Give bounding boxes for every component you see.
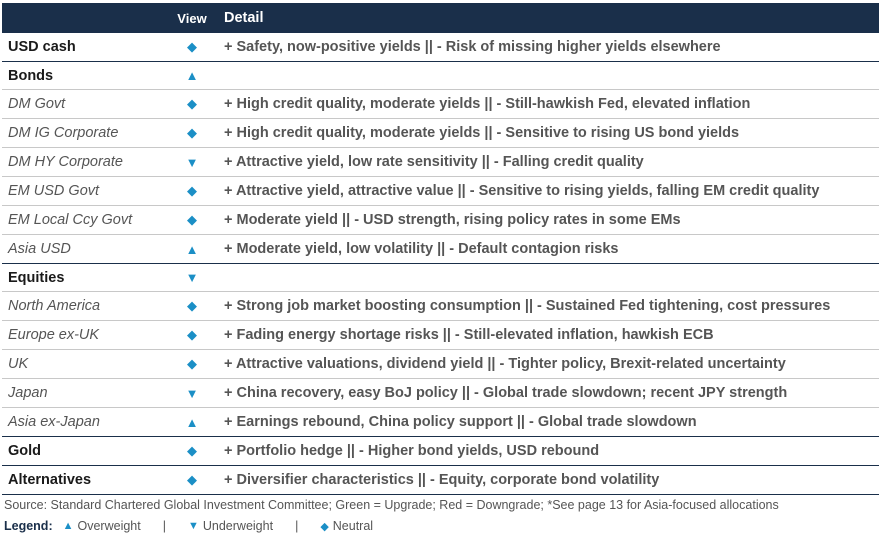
table-row [2,408,879,437]
row-name: Gold [8,443,42,459]
overweight-icon: ▲ [62,520,74,532]
table-row [2,235,879,264]
row-detail: + Diversifier characteristics || - Equity, corporate bond volatility [224,472,660,488]
neutral-icon: ◆ [320,520,329,533]
row-name: Europe ex-UK [8,327,100,343]
row-name: UK [8,356,29,372]
row-name: Equities [8,269,65,286]
underweight-icon: ▼ [185,154,199,170]
neutral-icon: ◆ [187,298,197,313]
neutral-icon: ◆ [187,39,197,54]
neutral-icon: ◆ [187,443,197,458]
table-row [2,33,879,62]
table-row [2,177,879,206]
table-row [2,148,879,177]
row-name: EM USD Govt [8,183,100,199]
legend-label: Legend: [4,519,53,533]
source-note: Source: Standard Chartered Global Investment Committee; Green = Upgrade; Red = Downgrade; *See page 13 for Asia-focused allocations [4,498,779,512]
row-name: DM Govt [8,96,66,112]
neutral-icon: ◆ [187,96,197,111]
overweight-icon: ▲ [185,414,199,430]
header-view: View [177,10,207,26]
neutral-icon: ◆ [187,183,197,198]
row-name: Bonds [8,67,54,84]
row-detail: + Attractive yield, low rate sensitivity || - Falling credit quality [224,154,644,170]
table-row [2,350,879,379]
table-row [2,379,879,408]
table-row [2,90,879,119]
legend [4,519,373,533]
table-row [2,264,879,292]
row-detail: + Portfolio hedge || - Higher bond yields, USD rebound [224,443,600,459]
legend-overweight: Overweight [77,519,141,533]
legend-underweight: Underweight [202,519,274,533]
table-row [2,62,879,90]
row-detail: + Moderate yield, low volatility || - Default contagion risks [224,241,619,257]
row-name: Alternatives [8,472,92,488]
underweight-icon: ▼ [187,520,199,532]
row-detail: + Attractive yield, attractive value || - Sensitive to rising yields, falling EM credit quality [224,183,820,199]
neutral-icon: ◆ [187,356,197,371]
table-row [2,437,879,466]
allocation-table [2,3,879,495]
neutral-icon: ◆ [187,472,197,487]
row-detail: + Strong job market boosting consumption || - Sustained Fed tightening, cost pressures [224,298,831,314]
row-name: North America [8,298,101,314]
row-name: Asia ex-Japan [8,414,100,430]
underweight-icon: ▼ [185,270,199,285]
row-name: USD cash [8,39,76,55]
row-name: Asia USD [8,241,71,257]
legend-separator: | [295,519,299,533]
row-name: DM IG Corporate [8,125,119,141]
table-row [2,292,879,321]
legend-neutral: Neutral [332,519,374,533]
neutral-icon: ◆ [187,212,197,227]
row-detail: + Earnings rebound, China policy support || - Global trade slowdown [224,414,697,430]
row-detail: + Attractive valuations, dividend yield || - Tighter policy, Brexit-related uncertainty [224,356,786,372]
neutral-icon: ◆ [187,125,197,140]
table-row [2,206,879,235]
neutral-icon: ◆ [187,327,197,342]
table-row [2,466,879,495]
header-detail: Detail [224,10,264,26]
row-detail: + High credit quality, moderate yields || - Still-hawkish Fed, elevated inflation [224,96,751,112]
overweight-icon: ▲ [185,241,199,257]
row-detail: + China recovery, easy BoJ policy || - Global trade slowdown; recent JPY strength [224,385,788,401]
table-row [2,321,879,350]
row-name: DM HY Corporate [8,154,123,170]
table-header [2,3,879,33]
legend-separator: | [162,519,166,533]
row-detail: + High credit quality, moderate yields || - Sensitive to rising US bond yields [224,125,740,141]
row-name: Japan [8,385,48,401]
row-detail: + Moderate yield || - USD strength, rising policy rates in some EMs [224,212,681,228]
overweight-icon: ▲ [185,68,199,83]
underweight-icon: ▼ [185,385,199,401]
table-row [2,119,879,148]
row-detail: + Fading energy shortage risks || - Still-elevated inflation, hawkish ECB [224,327,714,343]
row-detail: + Safety, now-positive yields || - Risk of missing higher yields elsewhere [224,39,721,55]
row-name: EM Local Ccy Govt [8,212,133,228]
